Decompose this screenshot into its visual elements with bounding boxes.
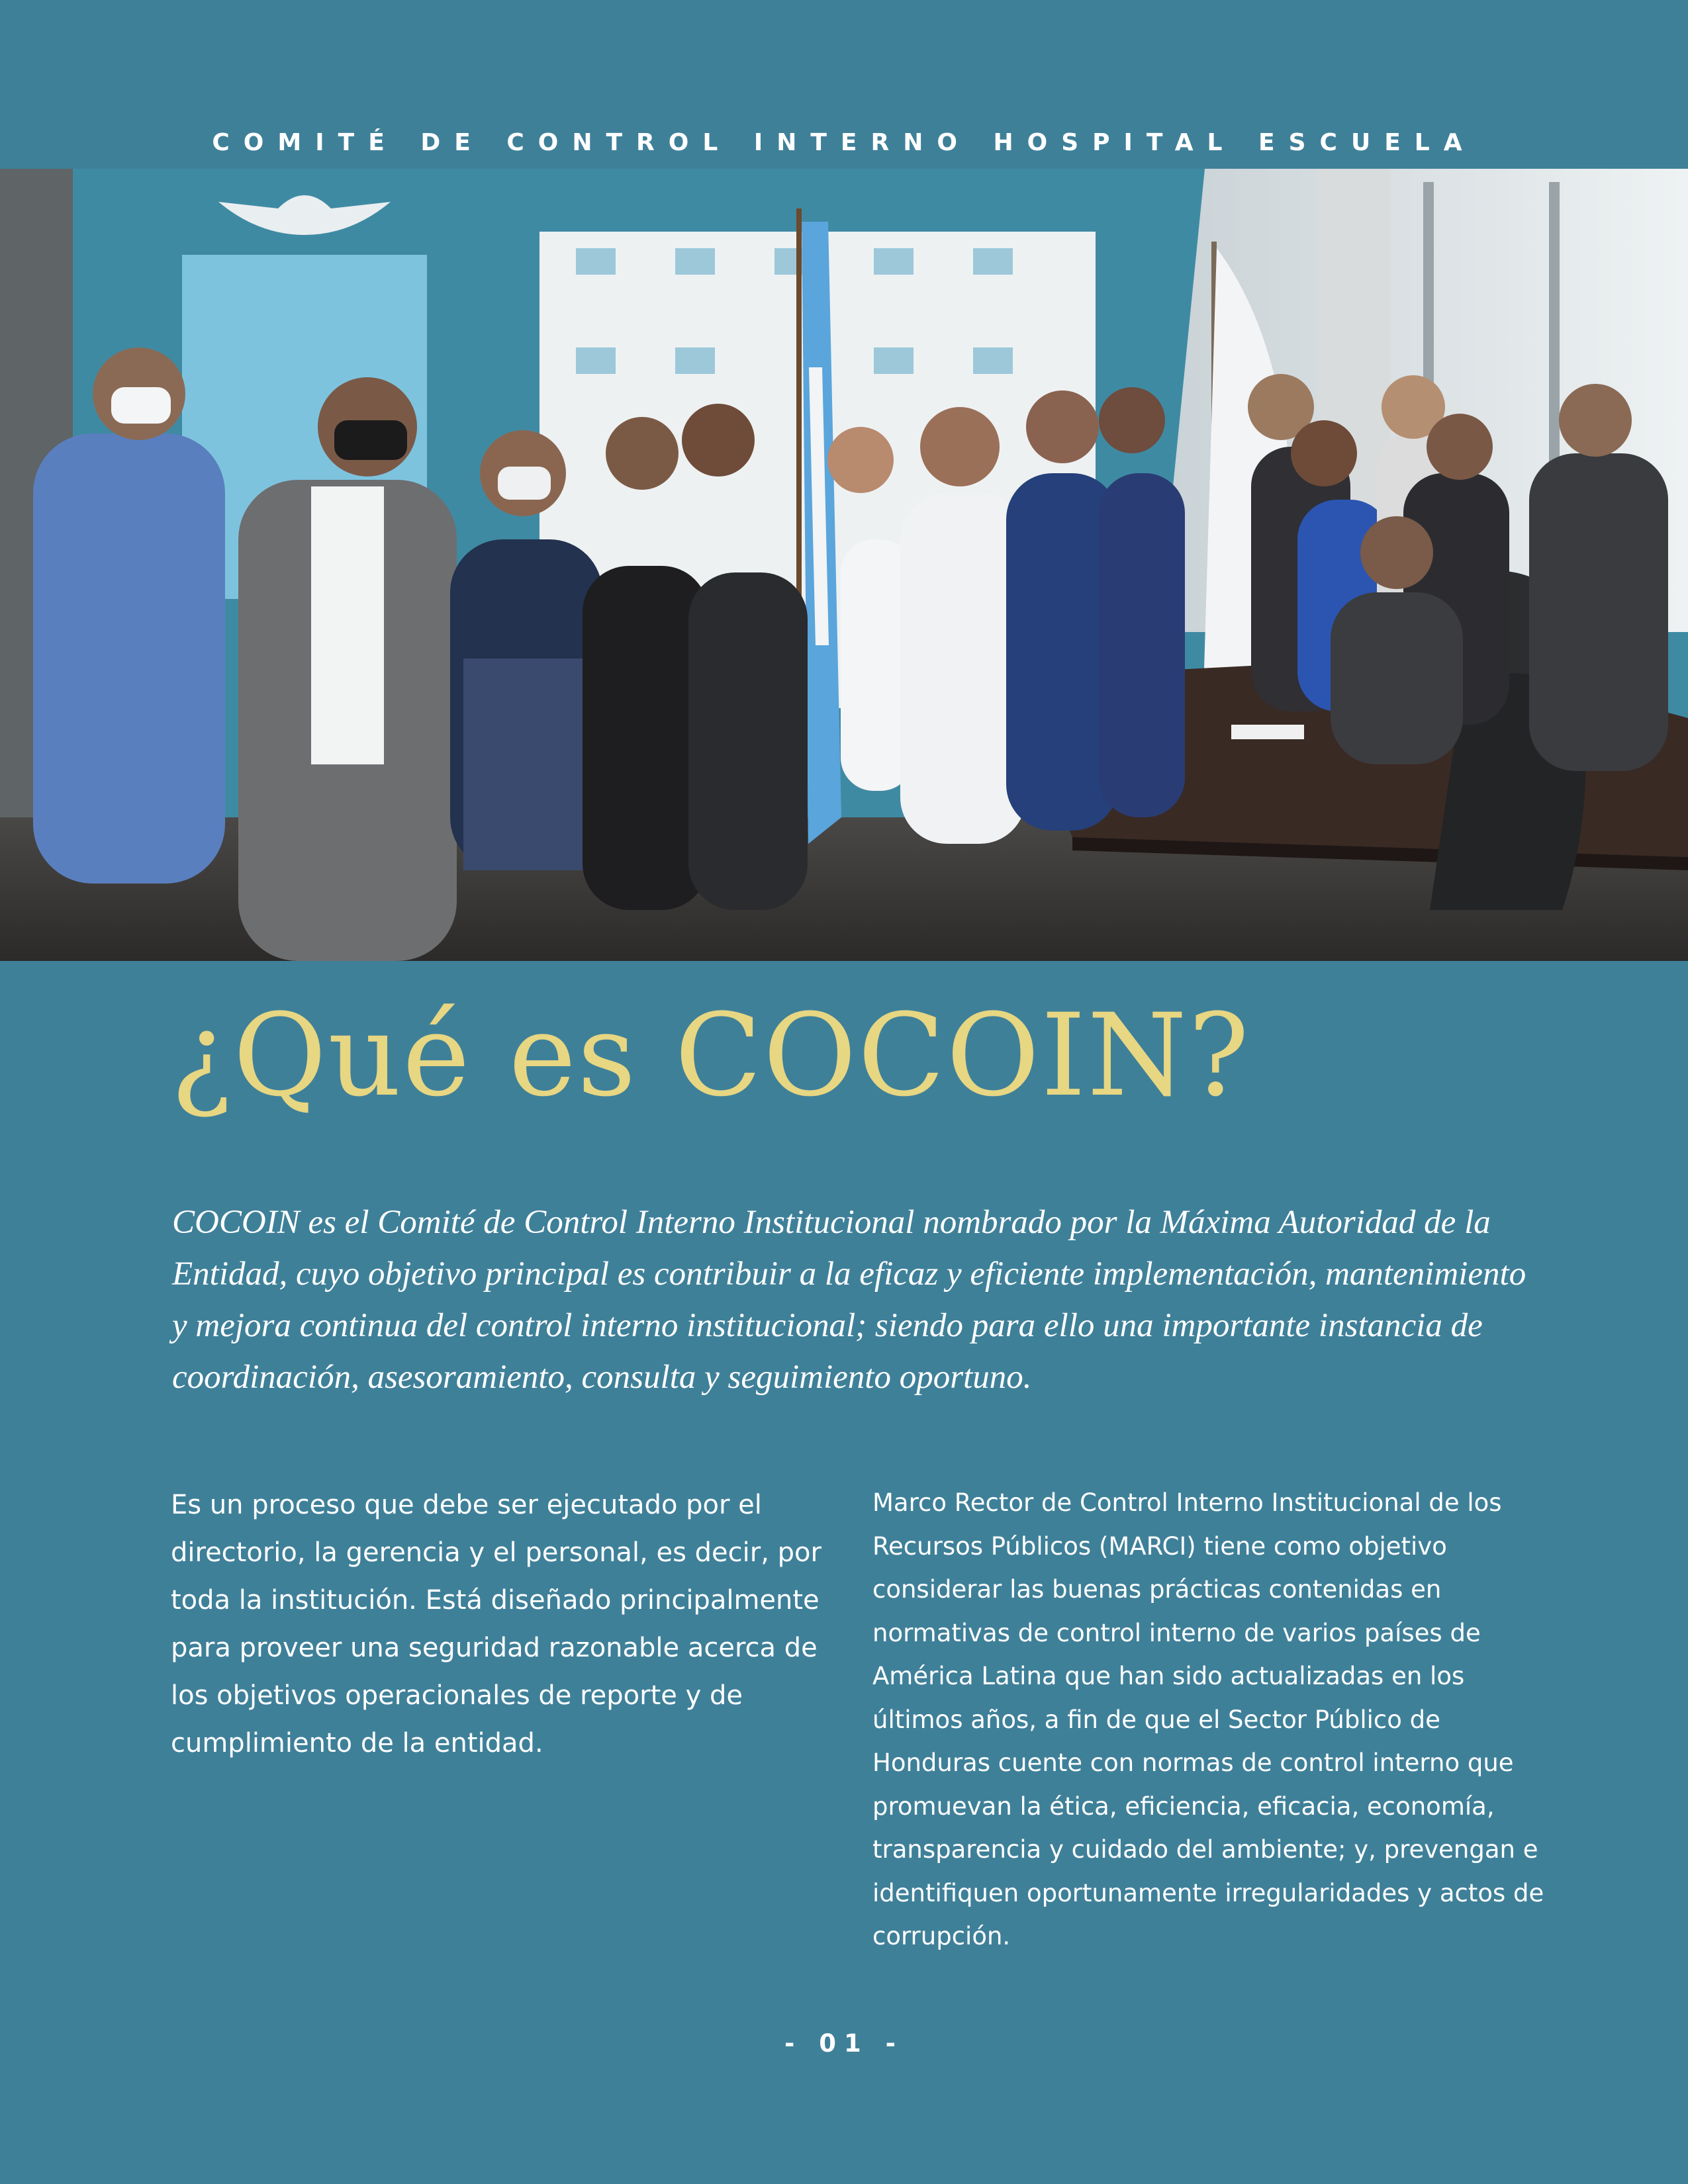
right-column-text: Marco Rector de Control Interno Institucional de los Recursos Públicos (MARCI) tiene como objetivo considerar las buenas prácticas contenidas en normativas de control interno de varios países de América Latina que han sido actualizadas en los últimos años, a fin de que el Sector Público de Honduras cuente con normas de control interno que promuevan la ética, eficiencia, eficacia, economía, transparencia y cuidado del ambiente; y, prevengan e identifiquen oportunamente irregularidades y actos de corrupción. — [872, 1488, 1544, 1950]
left-column-text: Es un proceso que debe ser ejecutado por el directorio, la gerencia y el personal, es decir, por toda la institución. Está diseñado principalmente para proveer una seguridad razonable acerca de los objetivos operacionales de reporte y de cumplimiento de la entidad. — [171, 1490, 821, 1758]
page-title: ¿Qué es COCOIN? — [171, 989, 1251, 1122]
page-number: - 01 - — [784, 2029, 904, 2058]
group-photo — [0, 169, 1688, 961]
page-header: COMITÉ DE CONTROL INTERNO HOSPITAL ESCUELA — [212, 129, 1476, 156]
lead-paragraph: COCOIN es el Comité de Control Interno Institucional nombrado por la Máxima Autoridad de la Entidad, cuyo objetivo principal es contribuir a la eficaz y eficiente implementación, mantenimiento y mejora continua del control interno institucional; siendo para ello una importante instancia de coordinación, asesoramiento, consulta y seguimiento oportuno. — [172, 1204, 1526, 1396]
